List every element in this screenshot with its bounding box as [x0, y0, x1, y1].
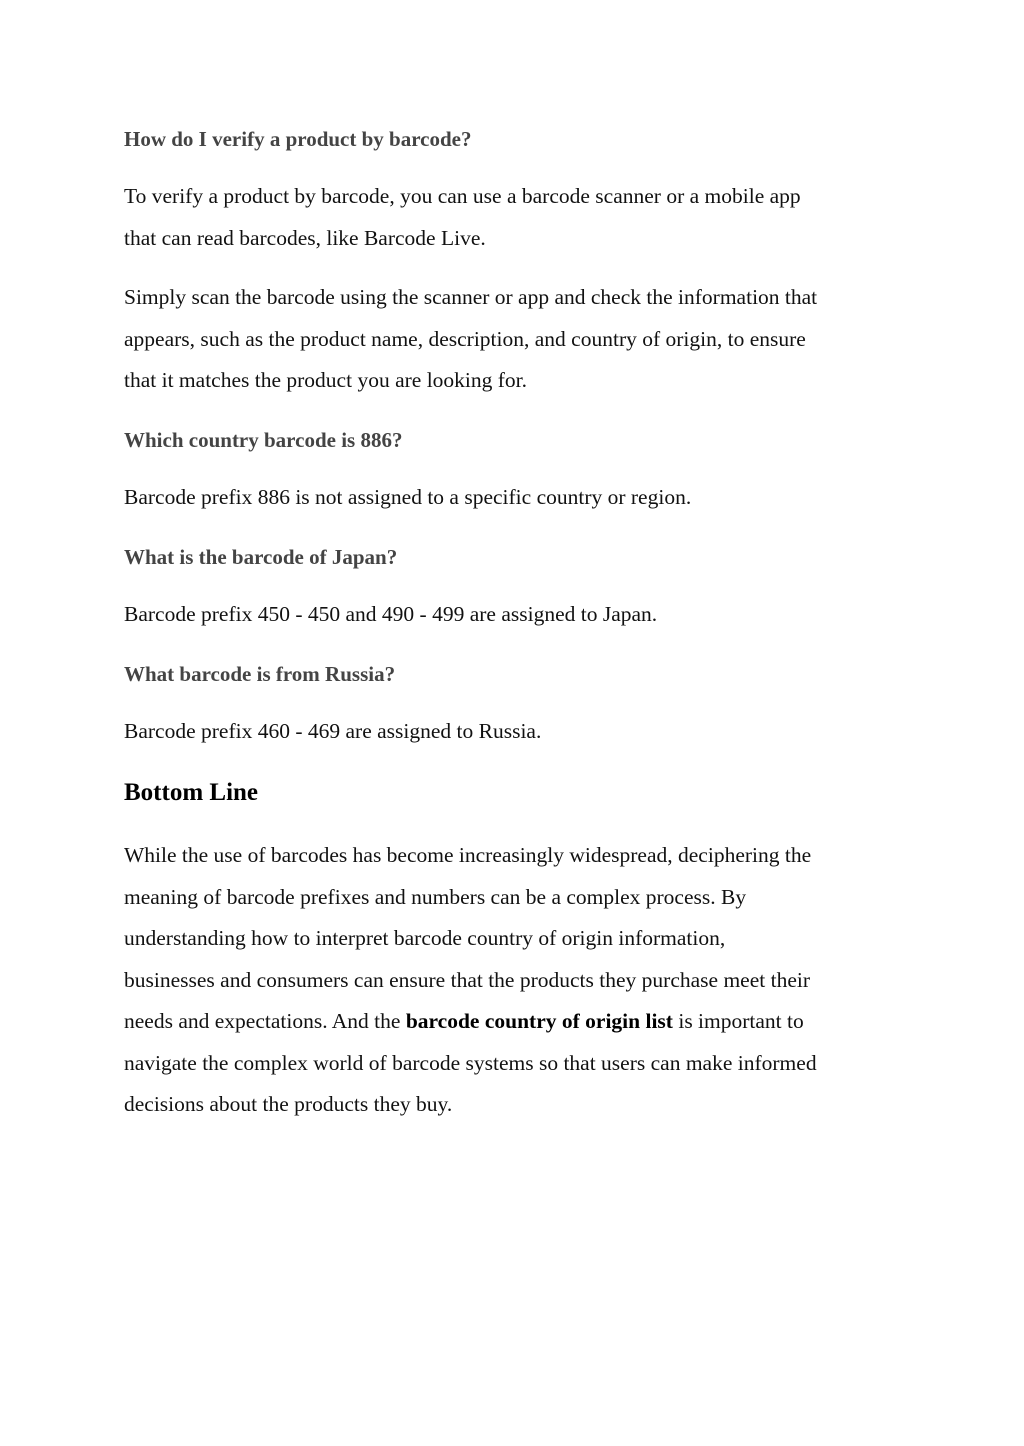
text-line: Barcode prefix 450 - 450 and 490 - 499 are assigned to Japan. — [124, 602, 658, 626]
text-line: that it matches the product you are looking for. — [124, 368, 528, 392]
text-line: businesses and consumers can ensure that the products they purchase meet their — [124, 967, 810, 992]
text-line: While the use of barcodes has become increasingly widespread, deciphering the — [124, 843, 812, 867]
text-line: Simply scan the barcode using the scanner or app and check the information that — [124, 285, 818, 309]
text-line: understanding how to interpret barcode country of origin information, — [124, 926, 726, 950]
faq-question: What is the barcode of Japan? — [124, 545, 398, 569]
text-fragment: needs and expectations. And the — [124, 1009, 406, 1033]
faq-question: What barcode is from Russia? — [124, 662, 396, 686]
conclusion-paragraph — [124, 835, 914, 1126]
faq-answer-paragraph — [124, 277, 914, 402]
text-fragment: is important to — [672, 1009, 804, 1033]
section-heading: Bottom Line — [124, 779, 259, 806]
text-line: Barcode prefix 460 - 469 are assigned to Russia. — [124, 719, 542, 743]
faq-answer-paragraph — [124, 477, 914, 519]
text-line: appears, such as the product name, description, and country of origin, to ensure — [124, 326, 806, 351]
faq-answer-paragraph — [124, 594, 914, 636]
faq-question: How do I verify a product by barcode? — [124, 127, 472, 151]
faq-question: Which country barcode is 886? — [124, 428, 403, 452]
faq-answer-paragraph — [124, 176, 914, 259]
text-line: To verify a product by barcode, you can use a barcode scanner or a mobile app — [124, 184, 801, 208]
text-line: that can read barcodes, like Barcode Live. — [124, 225, 486, 250]
text-line: navigate the complex world of barcode systems so that users can make informed — [124, 1050, 817, 1075]
text-line: decisions about the products they buy. — [124, 1092, 453, 1116]
bold-phrase: barcode country of origin list — [405, 1009, 673, 1033]
faq-answer-paragraph — [124, 711, 914, 753]
text-line: meaning of barcode prefixes and numbers can be a complex process. By — [124, 884, 747, 909]
text-line: Barcode prefix 886 is not assigned to a specific country or region. — [124, 485, 692, 509]
text-line — [124, 1001, 914, 1043]
